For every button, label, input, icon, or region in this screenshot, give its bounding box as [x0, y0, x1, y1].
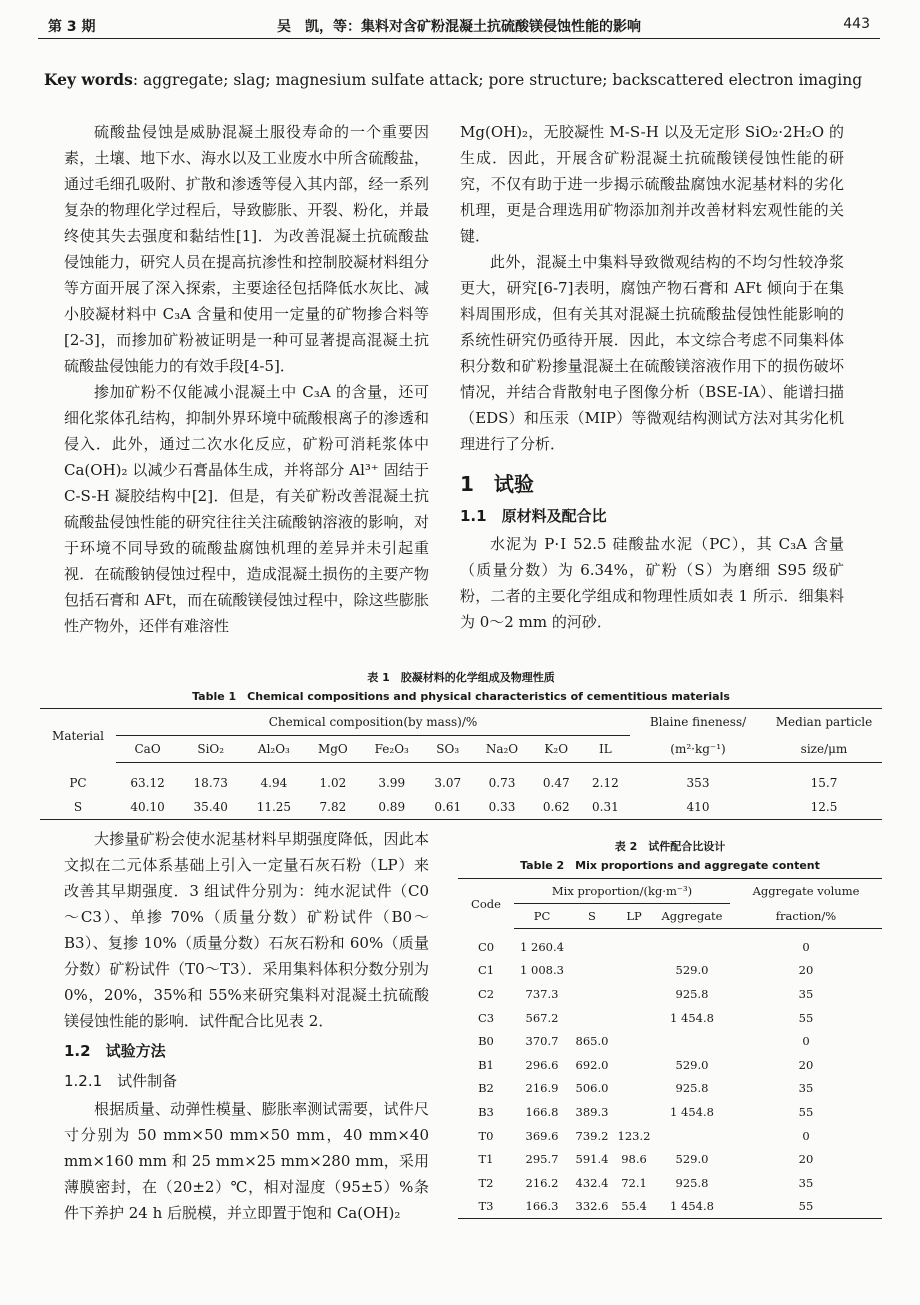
- table-cell: 369.6: [525, 1128, 559, 1143]
- table-header: K₂O: [532, 736, 581, 763]
- table-header: SiO₂: [179, 736, 242, 763]
- table-cell: 529.0: [675, 963, 709, 978]
- table-row: [458, 959, 882, 983]
- table2-caption-zh: 表 2 试件配合比设计: [614, 840, 726, 853]
- table-cell: 296.6: [525, 1057, 559, 1072]
- table-cell: 55.4: [621, 1199, 647, 1214]
- table-cell: 737.3: [525, 986, 559, 1001]
- running-header: [38, 14, 880, 39]
- subsection-heading: 1.2 试验方法: [64, 1042, 166, 1060]
- table-cell: 332.6: [575, 1199, 609, 1214]
- table-cell: B3: [478, 1104, 494, 1119]
- table-row: [458, 1195, 882, 1219]
- table2: [458, 878, 882, 1219]
- table-row: [458, 1171, 882, 1195]
- table-row: [458, 1124, 882, 1148]
- table-cell: 692.0: [575, 1057, 609, 1072]
- table-cell: 20: [798, 963, 814, 978]
- right-column-top: [460, 119, 844, 635]
- table-cell: 216.9: [525, 1081, 559, 1096]
- table-row: [458, 1006, 882, 1030]
- table-cell: 0: [802, 939, 810, 954]
- table-cell: 98.6: [621, 1152, 647, 1167]
- table-cell: 35: [798, 1081, 814, 1096]
- running-title: 吴 凯，等：集料对含矿粉混凝土抗硫酸镁侵蚀性能的影响: [277, 19, 641, 35]
- table-header: fraction/%: [730, 904, 882, 929]
- table-cell: S: [73, 800, 83, 814]
- table1-caption: [40, 669, 882, 704]
- table-row: [40, 795, 882, 820]
- table-header: IL: [581, 736, 630, 763]
- table-header: MgO: [305, 736, 360, 763]
- table-cell: 11.25: [256, 800, 292, 814]
- table-cell: C1: [477, 963, 495, 978]
- table-row: [458, 1053, 882, 1077]
- table-cell: T1: [478, 1152, 494, 1167]
- table-cell: [614, 982, 654, 1006]
- table-cell: 20: [798, 1152, 814, 1167]
- table-cell: 72.1: [621, 1175, 647, 1190]
- table-cell: [614, 1053, 654, 1077]
- paragraph: 大掺量矿粉会使水泥基材料早期强度降低，因此本文拟在二元体系基础上引入一定量石灰石粉（LP）来改善其早期强度．3 组试件分别为：纯水泥试件（C0～C3）、单掺 70%（质量分数）矿粉试件（B0～B3）、复掺 10%（质量分数）石灰石粉和 60%（质量分数）矿粉试件（T0～T3）．采用集料体积分数分别为 0%，20%，35%和 55%来研究集料对混凝土抗硫酸镁侵蚀性能的影响．试件配合比见表 2．: [64, 830, 429, 1030]
- table-cell: 35.40: [193, 800, 228, 814]
- table-header: Material: [52, 728, 104, 743]
- table-cell: 0.73: [488, 776, 516, 790]
- table-cell: 20: [798, 1057, 814, 1072]
- table-header: Chemical composition(by mass)/%: [116, 709, 630, 736]
- table-cell: 567.2: [525, 1010, 559, 1025]
- table-header: LP: [614, 904, 654, 929]
- table-cell: [570, 959, 614, 983]
- table-cell: 389.3: [575, 1104, 609, 1119]
- table-cell: 0.62: [542, 800, 570, 814]
- table-row: [458, 1147, 882, 1171]
- table-cell: 3.99: [378, 776, 406, 790]
- table-cell: 865.0: [575, 1034, 609, 1049]
- table-cell: 0.33: [488, 800, 516, 814]
- table-cell: 35: [798, 986, 814, 1001]
- table-cell: B0: [478, 1034, 494, 1049]
- table-cell: [614, 1006, 654, 1030]
- table-cell: PC: [69, 775, 87, 790]
- table-cell: [614, 1029, 654, 1053]
- table-header: Mix proportion/(kg·m⁻³): [514, 879, 730, 904]
- table-row: [458, 1077, 882, 1101]
- table-cell: 55: [798, 1010, 814, 1025]
- page-number: 443: [843, 16, 870, 32]
- table-cell: C2: [477, 986, 495, 1001]
- table-row: [458, 1100, 882, 1124]
- table-cell: 529.0: [675, 1057, 709, 1072]
- table-header: Aggregate volume: [752, 884, 860, 899]
- table-cell: [614, 959, 654, 983]
- table-header: size/μm: [766, 736, 882, 763]
- table-cell: [570, 929, 614, 959]
- table-cell: 35: [798, 1175, 814, 1190]
- table-header: (m²·kg⁻¹): [630, 736, 766, 763]
- table-row: [40, 763, 882, 796]
- paragraph: 根据质量、动弹性模量、膨胀率测试需要，试件尺寸分别为 50 mm×50 mm×50 mm，40 mm×40 mm×160 mm 和 25 mm×25 mm×280 mm，采用薄膜密封，在（20±2）℃，相对湿度（95±5）%条件下养护 24 h 后脱模，并立即置于饱和 Ca(OH)₂: [64, 1100, 429, 1222]
- table-cell: 1 454.8: [670, 1010, 714, 1025]
- left-column-bottom: [64, 826, 429, 1226]
- table-cell: 529.0: [675, 1152, 709, 1167]
- paragraph: Mg(OH)₂，无胶凝性 M-S-H 以及无定形 SiO₂·2H₂O 的生成．因此，开展含矿粉混凝土抗硫酸镁侵蚀性能的研究，不仅有助于进一步揭示硫酸盐腐蚀水泥基材料的劣化机理，更是合理选用矿物添加剂并改善材料宏观性能的关键．: [460, 123, 844, 245]
- table-cell: 432.4: [575, 1175, 609, 1190]
- table-row: [458, 929, 882, 959]
- table-header: Median particle: [775, 715, 873, 730]
- table-cell: T2: [478, 1175, 494, 1190]
- table-cell: 40.10: [130, 800, 165, 814]
- table-cell: 295.7: [525, 1152, 559, 1167]
- table-cell: 925.8: [675, 1175, 709, 1190]
- table-cell: 0: [802, 1128, 810, 1143]
- table-cell: [654, 929, 730, 959]
- table1: [40, 708, 882, 820]
- table-cell: 0.31: [592, 800, 619, 814]
- table-cell: 925.8: [675, 1081, 709, 1096]
- table-cell: 353: [686, 776, 710, 790]
- keywords-label: Key words: [44, 70, 133, 89]
- table-cell: [570, 1006, 614, 1030]
- table-cell: T3: [478, 1199, 494, 1214]
- table-cell: 63.12: [130, 776, 165, 790]
- table1-caption-en: Table 1 Chemical compositions and physical characteristics of cementitious materials: [192, 690, 730, 703]
- table-cell: 0: [802, 1034, 810, 1049]
- paragraph: 水泥为 P·Ⅰ 52.5 硅酸盐水泥（PC），其 C₃A 含量（质量分数）为 6.34%，矿粉（S）为磨细 S95 级矿粉，二者的主要化学组成和物理性质如表 1 所示．细集料为 0～2 mm 的河砂．: [460, 535, 844, 631]
- table-cell: 55: [798, 1104, 814, 1119]
- table-cell: [570, 982, 614, 1006]
- table1-caption-zh: 表 1 胶凝材料的化学组成及物理性质: [367, 671, 555, 684]
- paragraph: 此外，混凝土中集料导致微观结构的不均匀性较净浆更大，研究[6-7]表明，腐蚀产物石膏和 AFt 倾向于在集料周围形成，但有关其对混凝土抗硫酸盐侵蚀性能影响的系统性研究仍亟待开展．因此，本文综合考虑不同集料体积分数和矿粉掺量混凝土在硫酸镁溶液作用下的损伤破坏情况，并结合背散射电子图像分析（BSE-IA）、能谱扫描（EDS）和压汞（MIP）等微观结构测试方法对其劣化机理进行了分析．: [460, 253, 844, 453]
- table-cell: [654, 1124, 730, 1148]
- table-cell: 15.7: [810, 776, 838, 790]
- table-cell: 506.0: [575, 1081, 609, 1096]
- table-cell: 12.5: [810, 800, 838, 814]
- table-cell: [614, 1077, 654, 1101]
- paragraph: 掺加矿粉不仅能减小混凝土中 C₃A 的含量，还可细化浆体孔结构，抑制外界环境中硫酸根离子的渗透和侵入．此外，通过二次水化反应，矿粉可消耗浆体中 Ca(OH)₂ 以减少石膏晶体生成，并将部分 Al³⁺ 固结于 C-S-H 凝胶结构中[2]．但是，有关矿粉改善混凝土抗硫酸盐侵蚀性能的研究往往关注硫酸钠溶液的影响，对于环境不同导致的硫酸盐腐蚀机理的差异并未引起重视．在硫酸钠侵蚀过程中，造成混凝土损伤的主要产物包括石膏和 AFt，而在硫酸镁侵蚀过程中，除这些膨胀性产物外，还伴有难溶性: [64, 383, 429, 635]
- section-heading: 1 试验: [460, 472, 534, 496]
- table-header: Al₂O₃: [242, 736, 305, 763]
- table-cell: B1: [478, 1057, 494, 1072]
- table-cell: 216.2: [525, 1175, 559, 1190]
- table2-caption: [458, 838, 882, 873]
- keywords-text: : aggregate; slag; magnesium sulfate attack; pore structure; backscattered electron imaging: [132, 71, 863, 89]
- table-cell: 1 454.8: [670, 1104, 714, 1119]
- table-cell: C3: [477, 1010, 495, 1025]
- table-cell: C0: [477, 939, 495, 954]
- table-cell: 591.4: [575, 1152, 609, 1167]
- keywords: [44, 70, 884, 89]
- table-cell: 4.94: [260, 776, 288, 790]
- table-cell: 166.3: [525, 1199, 559, 1214]
- table-cell: 3.07: [434, 776, 462, 790]
- table-header: Blaine fineness/: [649, 715, 747, 730]
- table-header: CaO: [116, 736, 179, 763]
- table-cell: 1 454.8: [670, 1199, 714, 1214]
- table-cell: 55: [798, 1199, 814, 1214]
- table-header: PC: [514, 904, 570, 929]
- table-cell: 7.82: [319, 800, 347, 814]
- table-cell: 370.7: [525, 1034, 559, 1049]
- table-row: [458, 982, 882, 1006]
- table-cell: [654, 1029, 730, 1053]
- table-cell: T0: [478, 1128, 494, 1143]
- table-cell: 123.2: [617, 1128, 651, 1143]
- table-cell: 18.73: [193, 776, 228, 790]
- table-cell: 1 260.4: [520, 939, 564, 954]
- table-cell: [614, 1100, 654, 1124]
- table-header: Code: [471, 896, 501, 911]
- table-cell: 166.8: [525, 1104, 559, 1119]
- table-header: Na₂O: [472, 736, 531, 763]
- table-cell: [614, 929, 654, 959]
- issue-number: 第 3 期: [48, 19, 96, 35]
- subsection-heading: 1.1 原材料及配合比: [460, 507, 607, 525]
- table-header: Fe₂O₃: [360, 736, 423, 763]
- table2-caption-en: Table 2 Mix proportions and aggregate content: [520, 859, 820, 872]
- table-cell: 1.02: [319, 776, 347, 790]
- table-header: SO₃: [423, 736, 472, 763]
- table-cell: 739.2: [575, 1128, 609, 1143]
- table-cell: 1 008.3: [520, 963, 564, 978]
- table-header: S: [570, 904, 614, 929]
- table-row: [458, 1029, 882, 1053]
- table-header: Aggregate: [654, 904, 730, 929]
- table-cell: 0.61: [434, 800, 462, 814]
- table-cell: B2: [478, 1081, 494, 1096]
- table-cell: 2.12: [592, 776, 619, 790]
- table-cell: 0.47: [542, 776, 570, 790]
- table-cell: 925.8: [675, 986, 709, 1001]
- left-column-top: [64, 119, 429, 639]
- table-cell: 410: [686, 800, 710, 814]
- paragraph: 硫酸盐侵蚀是威胁混凝土服役寿命的一个重要因素，土壤、地下水、海水以及工业废水中所含硫酸盐，通过毛细孔吸附、扩散和渗透等侵入其内部，经一系列复杂的物理化学过程后，导致膨胀、开裂、粉化，并最终使其失去强度和黏结性[1]．为改善混凝土抗硫酸盐侵蚀能力，研究人员在提高抗渗性和控制胶凝材料组分等方面开展了深入探索，主要途径包括降低水灰比、减小胶凝材料中 C₃A 含量和使用一定量的矿物掺合料等[2-3]，而掺加矿粉被证明是一种可显著提高混凝土抗硫酸盐侵蚀能力的有效手段[4-5]．: [64, 123, 429, 375]
- subsubsection-heading: 1.2.1 试件制备: [64, 1072, 178, 1090]
- table-cell: 0.89: [378, 800, 406, 814]
